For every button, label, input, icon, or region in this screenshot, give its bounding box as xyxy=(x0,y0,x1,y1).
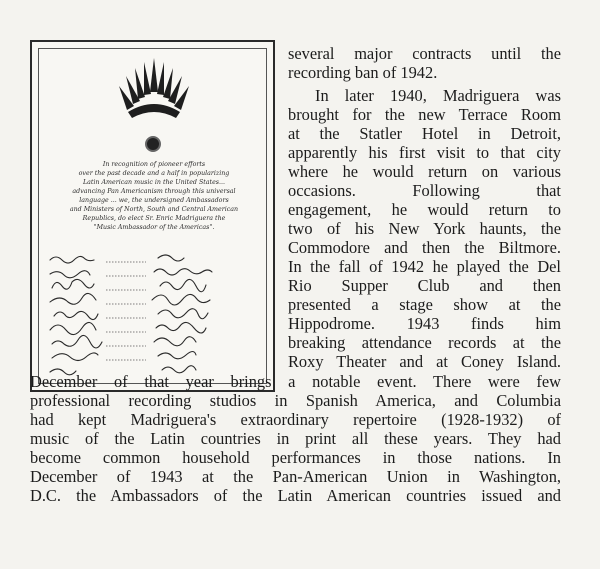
text-line: had kept Madriguera's extraordinary repertoire (1928-1932) of xyxy=(30,410,561,429)
text-line: engagement, he would return to xyxy=(288,200,561,219)
text-line: apparently his first visit to that city xyxy=(288,143,561,162)
certificate-line: advancing Pan Americanism through this universal xyxy=(72,188,236,195)
certificate-line: Republics, do elect Sr. Enric Madriguera the xyxy=(82,215,226,222)
text-line: Commodore and then the Biltmore. xyxy=(288,238,561,257)
text-line: professional recording studios in Spanish America, and Columbia xyxy=(30,391,561,410)
certificate-line: Latin American music in the United States... xyxy=(82,179,226,186)
certificate-line: language ... we, the undersigned Ambassadors xyxy=(79,197,229,204)
text-line: music of the Latin countries in print all these years. They had xyxy=(30,429,561,448)
text-line: where he would return on various xyxy=(288,162,561,181)
text-line: Rio Supper Club and then xyxy=(288,276,561,295)
certificate-line: over the past decade and a half in popularizing xyxy=(78,170,230,177)
certificate-line: In recognition of pioneer efforts xyxy=(102,161,206,168)
crown-emblem-icon xyxy=(114,56,194,126)
text-line: brought for the new Terrace Room xyxy=(288,105,561,124)
text-line: December of 1943 at the Pan-American Union in Washington, xyxy=(30,467,561,486)
text-line: recording ban of 1942. xyxy=(288,63,438,82)
text-line: presented a stage show at the xyxy=(288,295,561,314)
text-line: become common household performances in those nations. In xyxy=(30,448,561,467)
text-line: D.C. the Ambassadors of the Latin American countries issued and xyxy=(30,486,561,505)
certificate-illustration xyxy=(30,40,275,392)
text-line: December of that year brings a notable event. There were few xyxy=(30,372,561,391)
text-line: Roxy Theater and at Coney Island. xyxy=(288,352,561,371)
text-line: several major contracts until the xyxy=(288,44,561,63)
text-line: two of his New York haunts, the xyxy=(288,219,561,238)
certificate-line: and Ministers of North, South and Central American xyxy=(69,206,239,213)
seal-icon xyxy=(145,136,161,152)
text-line: In the fall of 1942 he played the Del xyxy=(288,257,561,276)
certificate-line: "Music Ambassador of the Americas". xyxy=(93,224,215,231)
handwritten-signatures xyxy=(46,252,264,382)
text-line: In later 1940, Madriguera was xyxy=(315,86,561,105)
text-line: at the Statler Hotel in Detroit, xyxy=(288,124,561,143)
text-line: breaking attendance records at the xyxy=(288,333,561,352)
text-line: occasions. Following that xyxy=(288,181,561,200)
certificate-text xyxy=(54,160,254,232)
text-line: Hippodrome. 1943 finds him xyxy=(288,314,561,333)
